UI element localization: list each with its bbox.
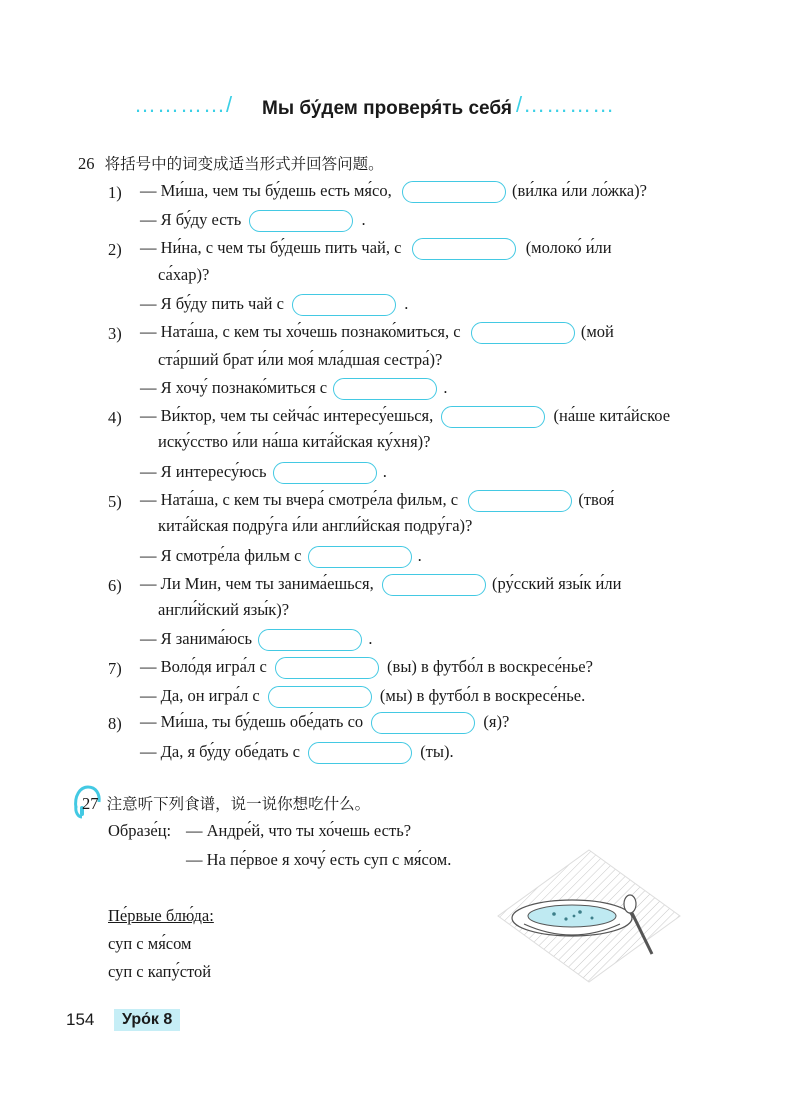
- question-line: [140, 181, 647, 203]
- question-options: (мой: [580, 322, 614, 341]
- section-title: Мы бу́дем проверя́ть себя́: [262, 98, 512, 119]
- answer-end: (мы) в футбо́л в воскресе́нье.: [379, 686, 586, 705]
- lesson-tag: Уро́к 8: [114, 1009, 180, 1031]
- question-continuation: иску́сство и́ли на́ша кита́йская ку́хня)?: [158, 432, 431, 451]
- answer-blank[interactable]: [275, 657, 379, 679]
- answer-blank[interactable]: [273, 462, 377, 484]
- answer-blank[interactable]: [292, 294, 396, 316]
- answer-blank[interactable]: [471, 322, 575, 344]
- item-number: 5): [108, 492, 122, 511]
- question-line: [140, 574, 621, 596]
- answer-blank[interactable]: [382, 574, 486, 596]
- answer-text: — Я бу́ду есть: [140, 210, 242, 229]
- answer-end: .: [382, 462, 387, 481]
- answer-text: — Я смотре́ла фильм с: [140, 546, 302, 565]
- question-options: (молоко́ и́ли: [525, 238, 612, 257]
- item-number: 2): [108, 240, 122, 259]
- answer-end: .: [404, 294, 409, 313]
- item-number: 3): [108, 324, 122, 343]
- answer-text: — Я хочу́ познако́миться с: [140, 378, 328, 397]
- exercise-instruction: 将括号中的词变成适当形式并回答问题。: [104, 155, 384, 173]
- answer-text: — Я занима́юсь: [140, 629, 253, 648]
- answer-blank[interactable]: [333, 378, 437, 400]
- question-continuation: ста́рший брат и́ли моя́ мла́дшая сестра́)?: [158, 350, 443, 369]
- question-text: — Ми́ша, чем ты бу́дешь есть мя́со,: [140, 181, 392, 200]
- question-options: (я)?: [483, 712, 510, 731]
- question-text: — Ви́ктор, чем ты сейча́с интересу́ешься,: [140, 406, 434, 425]
- answer-blank[interactable]: [268, 686, 372, 708]
- item-number: 4): [108, 408, 122, 427]
- exercise-instruction: 注意听下列食谱，说一说你想吃什么。: [106, 795, 371, 813]
- question-options: (на́ше кита́йское: [553, 406, 671, 425]
- exercise-27-heading: [82, 792, 370, 814]
- answer-blank[interactable]: [402, 181, 506, 203]
- question-line: [140, 657, 593, 679]
- answer-text: — Я бу́ду пить чай с: [140, 294, 284, 313]
- answer-end: .: [443, 378, 448, 397]
- answer-line: [140, 294, 408, 316]
- question-line: [140, 712, 509, 734]
- exercise-26-heading: [78, 152, 384, 174]
- question-text: — Ми́ша, ты бу́дешь обе́дать со: [140, 712, 364, 731]
- question-text: — Ната́ша, с кем ты вчера́ смотре́ла фильм, с: [140, 490, 459, 509]
- answer-blank[interactable]: [308, 546, 412, 568]
- sample-question: — Андре́й, что ты хо́чешь есть?: [186, 821, 412, 840]
- answer-line: [140, 210, 366, 232]
- question-line: [140, 406, 670, 428]
- answer-line: [140, 378, 447, 400]
- answer-line: [140, 462, 387, 484]
- list-item: суп с мя́сом: [108, 934, 192, 953]
- answer-line: [140, 742, 454, 764]
- question-continuation: кита́йская подру́га и́ли англи́йская подру́га)?: [158, 516, 473, 535]
- sample-answer: — На пе́рвое я хочу́ есть суп с мя́сом.: [186, 850, 452, 869]
- answer-line: [140, 629, 372, 651]
- question-text: — Воло́дя игра́л с: [140, 657, 267, 676]
- question-options: (вы) в футбо́л в воскресе́нье?: [387, 657, 593, 676]
- answer-blank[interactable]: [258, 629, 362, 651]
- list-item: суп с капу́стой: [108, 962, 212, 981]
- item-number: 7): [108, 659, 122, 678]
- exercise-number: 27: [82, 794, 99, 813]
- answer-line: [140, 546, 422, 568]
- answer-text: — Да, он игра́л с: [140, 686, 260, 705]
- item-number: 6): [108, 576, 122, 595]
- header-left-dots: …………/: [134, 92, 234, 117]
- answer-text: — Да, я бу́ду обе́дать с: [140, 742, 300, 761]
- question-text: — Ната́ша, с кем ты хо́чешь познако́миться, с: [140, 322, 461, 341]
- section-header: [0, 92, 800, 132]
- question-line: [140, 322, 614, 344]
- soup-plate-illustration: [494, 846, 684, 986]
- answer-blank[interactable]: [308, 742, 412, 764]
- answer-blank[interactable]: [441, 406, 545, 428]
- item-number: 8): [108, 714, 122, 733]
- answer-end: .: [417, 546, 422, 565]
- question-options: (твоя́: [578, 490, 615, 509]
- exercise-number: 26: [78, 154, 95, 173]
- question-options: (ви́лка и́ли ло́жка)?: [511, 181, 647, 200]
- answer-blank[interactable]: [249, 210, 353, 232]
- answer-end: .: [361, 210, 366, 229]
- answer-blank[interactable]: [468, 490, 572, 512]
- answer-blank[interactable]: [412, 238, 516, 260]
- question-line: [140, 238, 612, 260]
- question-options: (ру́сский язы́к и́ли: [491, 574, 622, 593]
- sample-label: Образе́ц:: [108, 821, 172, 840]
- answer-end: (ты).: [420, 742, 454, 761]
- answer-end: .: [368, 629, 373, 648]
- answer-line: [140, 686, 585, 708]
- answer-text: — Я интересу́юсь: [140, 462, 267, 481]
- question-continuation: англи́йский язы́к)?: [158, 600, 290, 619]
- question-text: — Ни́на, с чем ты бу́дешь пить чай, с: [140, 238, 402, 257]
- question-line: [140, 490, 614, 512]
- item-number: 1): [108, 183, 122, 202]
- header-right-dots: /…………: [516, 92, 616, 117]
- question-text: — Ли Мин, чем ты занима́ешься,: [140, 574, 374, 593]
- page-number: 154: [66, 1010, 95, 1029]
- question-continuation: са́хар)?: [158, 265, 210, 284]
- answer-blank[interactable]: [371, 712, 475, 734]
- list-title: Пе́рвые блю́да:: [108, 906, 214, 925]
